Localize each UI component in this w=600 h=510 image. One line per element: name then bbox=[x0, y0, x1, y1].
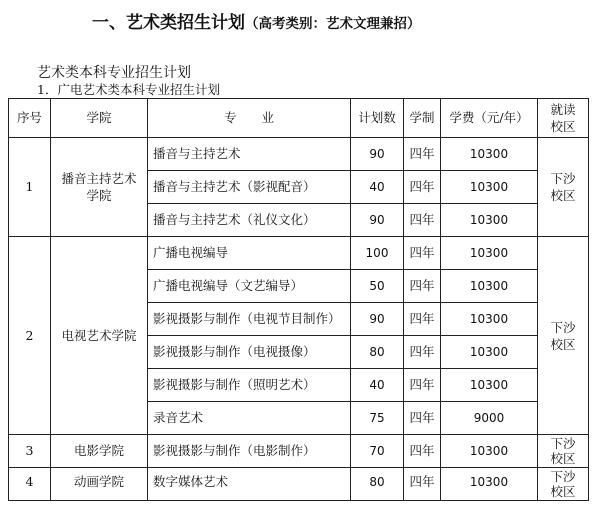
duration-cell: 四年 bbox=[404, 237, 441, 270]
duration-cell: 四年 bbox=[404, 402, 441, 435]
duration-cell: 四年 bbox=[404, 171, 441, 204]
fee-cell: 10300 bbox=[441, 369, 538, 402]
table-row bbox=[9, 237, 589, 270]
fee-cell: 10300 bbox=[441, 138, 538, 171]
duration-cell: 四年 bbox=[404, 435, 441, 468]
group-index: 4 bbox=[9, 468, 51, 501]
major-cell: 影视摄影与制作（电视节目制作） bbox=[148, 303, 351, 336]
group-campus: 下沙校区 bbox=[538, 435, 589, 468]
table-row bbox=[9, 138, 589, 171]
major-cell: 播音与主持艺术 bbox=[148, 138, 351, 171]
header-college: 学院 bbox=[51, 99, 148, 138]
fee-cell: 10300 bbox=[441, 237, 538, 270]
plan-cell: 40 bbox=[351, 171, 404, 204]
fee-cell: 10300 bbox=[441, 435, 538, 468]
group-college: 电视艺术学院 bbox=[51, 237, 148, 435]
group-campus: 下沙校区 bbox=[538, 468, 589, 501]
plan-cell: 50 bbox=[351, 270, 404, 303]
major-cell: 广播电视编导 bbox=[148, 237, 351, 270]
group-campus: 下沙校区 bbox=[538, 237, 589, 435]
major-cell: 影视摄影与制作（照明艺术） bbox=[148, 369, 351, 402]
fee-cell: 10300 bbox=[441, 468, 538, 501]
plan-cell: 80 bbox=[351, 336, 404, 369]
fee-cell: 10300 bbox=[441, 204, 538, 237]
duration-cell: 四年 bbox=[404, 369, 441, 402]
header-row bbox=[9, 99, 589, 138]
header-duration: 学制 bbox=[404, 99, 441, 138]
plan-cell: 90 bbox=[351, 204, 404, 237]
plan-cell: 80 bbox=[351, 468, 404, 501]
header-major: 专 业 bbox=[148, 99, 351, 138]
plan-cell: 75 bbox=[351, 402, 404, 435]
major-cell: 广播电视编导（文艺编导） bbox=[148, 270, 351, 303]
group-college: 动画学院 bbox=[51, 468, 148, 501]
duration-cell: 四年 bbox=[404, 270, 441, 303]
fee-cell: 9000 bbox=[441, 402, 538, 435]
group-campus: 下沙校区 bbox=[538, 138, 589, 237]
header-fee: 学费（元/年） bbox=[441, 99, 538, 138]
header-plan: 计划数 bbox=[351, 99, 404, 138]
plan-cell: 90 bbox=[351, 303, 404, 336]
major-cell: 数字媒体艺术 bbox=[148, 468, 351, 501]
duration-cell: 四年 bbox=[404, 204, 441, 237]
title-main: 一、艺术类招生计划 bbox=[92, 13, 245, 33]
group-college: 电影学院 bbox=[51, 435, 148, 468]
header-campus: 就读校区 bbox=[538, 99, 589, 138]
page-title bbox=[92, 8, 592, 33]
group-index: 3 bbox=[9, 435, 51, 468]
fee-cell: 10300 bbox=[441, 270, 538, 303]
group-index: 2 bbox=[9, 237, 51, 435]
plan-cell: 90 bbox=[351, 138, 404, 171]
section-heading: 艺术类本科专业招生计划 bbox=[37, 65, 191, 81]
subsection-heading: 1．广电艺术类本科专业招生计划 bbox=[37, 82, 220, 97]
major-cell: 录音艺术 bbox=[148, 402, 351, 435]
title-subtitle: （高考类别：艺术文理兼招） bbox=[245, 16, 421, 32]
major-cell: 播音与主持艺术（影视配音） bbox=[148, 171, 351, 204]
duration-cell: 四年 bbox=[404, 336, 441, 369]
duration-cell: 四年 bbox=[404, 303, 441, 336]
major-cell: 影视摄影与制作（电视摄像） bbox=[148, 336, 351, 369]
group-college: 播音主持艺术学院 bbox=[51, 138, 148, 237]
duration-cell: 四年 bbox=[404, 468, 441, 501]
fee-cell: 10300 bbox=[441, 336, 538, 369]
header-index: 序号 bbox=[9, 99, 51, 138]
table-row bbox=[9, 468, 589, 501]
plan-cell: 40 bbox=[351, 369, 404, 402]
major-cell: 影视摄影与制作（电影制作） bbox=[148, 435, 351, 468]
group-index: 1 bbox=[9, 138, 51, 237]
fee-cell: 10300 bbox=[441, 171, 538, 204]
duration-cell: 四年 bbox=[404, 138, 441, 171]
major-cell: 播音与主持艺术（礼仪文化） bbox=[148, 204, 351, 237]
plan-cell: 70 bbox=[351, 435, 404, 468]
plan-cell: 100 bbox=[351, 237, 404, 270]
table-row bbox=[9, 435, 589, 468]
enrollment-plan-table bbox=[8, 98, 589, 501]
fee-cell: 10300 bbox=[441, 303, 538, 336]
